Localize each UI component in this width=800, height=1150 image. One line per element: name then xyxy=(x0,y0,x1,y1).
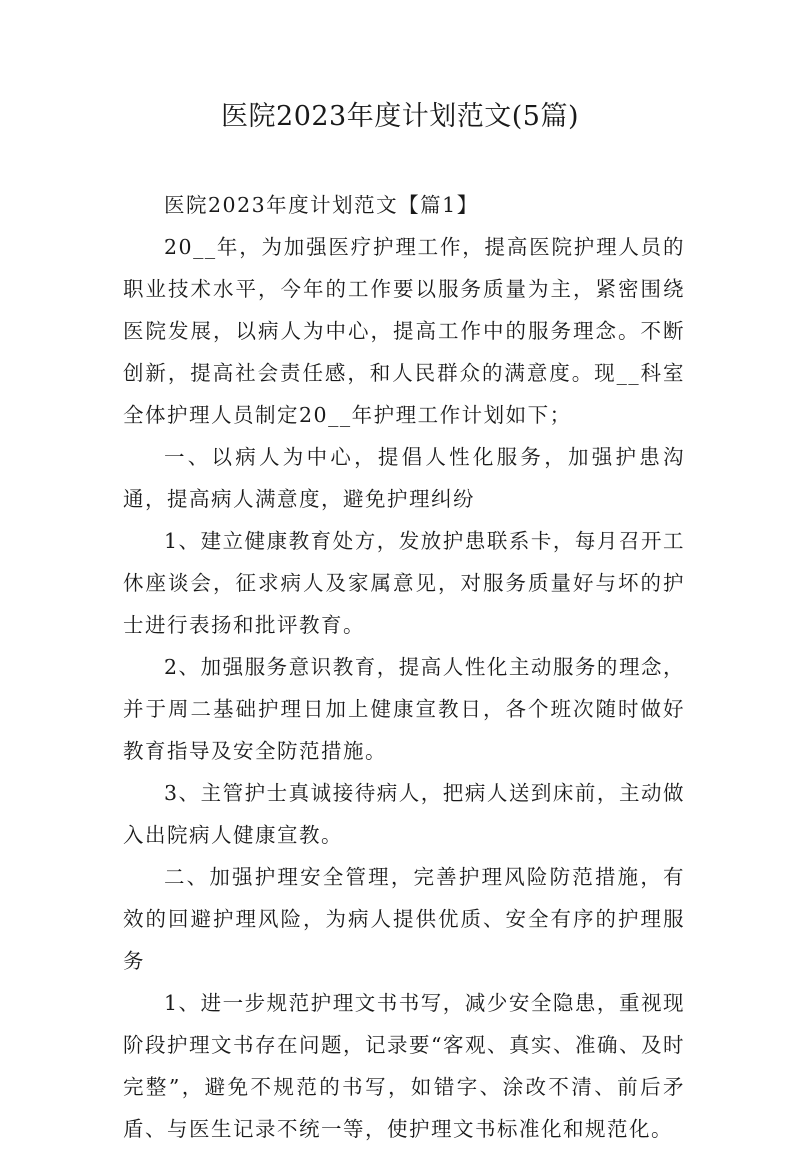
paragraph: 二、加强护理安全管理，完善护理风险防范措施，有效的回避护理风险，为病人提供优质、安全有序的护理服务 xyxy=(123,865,685,973)
paragraph: 20__年，为加强医疗护理工作，提高医院护理人员的职业技术水平，今年的工作要以服务质量为主，紧密围绕医院发展，以病人为中心，提高工作中的服务理念。不断创新，提高社会责任感，和人民群众的满意度。现__科室全体护理人员制定20__年护理工作计划如下； xyxy=(123,235,685,427)
document-body xyxy=(123,184,685,1150)
paragraph: 1、进一步规范护理文书书写，减少安全隐患，重视现阶段护理文书存在问题，记录要“客观、真实、准确、及时完整”，避免不规范的书写，如错字、涂改不清、前后矛盾、与医生记录不统一等，使护理文书标准化和规范化。 xyxy=(123,991,685,1141)
paragraph: 1、建立健康教育处方，发放护患联系卡，每月召开工休座谈会，征求病人及家属意见，对服务质量好与坏的护士进行表扬和批评教育。 xyxy=(123,529,685,637)
paragraph: 3、主管护士真诚接待病人，把病人送到床前，主动做入出院病人健康宣教。 xyxy=(123,781,685,847)
section-heading: 医院2023年度计划范文【篇1】 xyxy=(164,193,479,217)
document-title: 医院2023年度计划范文(5篇) xyxy=(221,101,579,132)
paragraph: 一、以病人为中心，提倡人性化服务，加强护患沟通，提高病人满意度，避免护理纠纷 xyxy=(123,445,685,511)
paragraph: 2、加强服务意识教育，提高人性化主动服务的理念，并于周二基础护理日加上健康宣教日，各个班次随时做好教育指导及安全防范措施。 xyxy=(123,655,685,763)
